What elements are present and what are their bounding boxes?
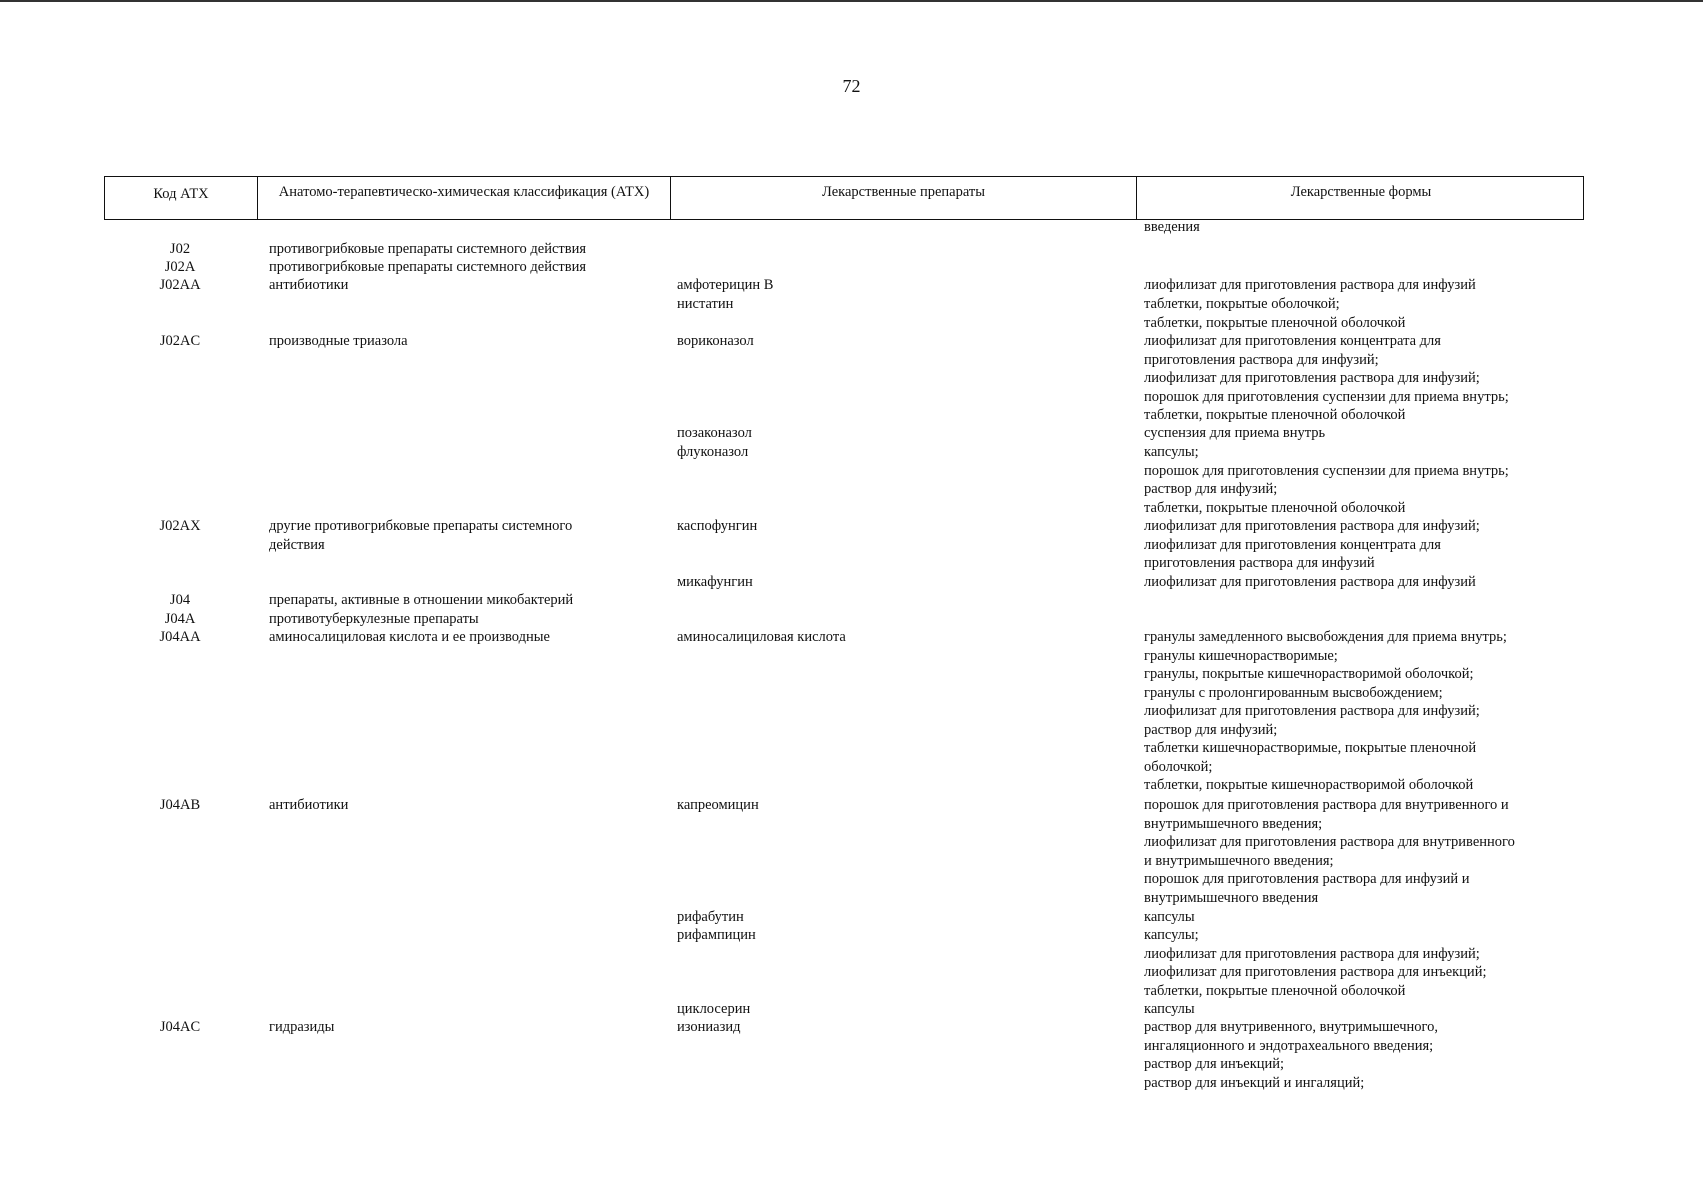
forms-cell-line: раствор для инфузий; [1144,481,1278,497]
drug-cell [677,1000,1117,1019]
forms-cell-line: ингаляционного и эндотрахеального введения; [1144,1037,1434,1054]
forms-cell-line: таблетки, покрытые оболочкой; [1144,296,1340,312]
forms-cell [1144,218,1584,237]
forms-cell-line: таблетки, покрытые пленочной оболочкой [1144,407,1406,423]
header-code: Код АТХ [153,186,209,202]
code-cell-line: J02 [169,241,191,257]
drug-cell [677,295,1117,314]
forms-cell [1144,332,1584,425]
drug-cell [677,332,1117,351]
drug-cell [677,276,1117,295]
forms-cell-line: таблетки, покрытые пленочной оболочкой [1144,499,1406,516]
code-cell-line: J02AA [159,277,201,293]
forms-cell-line: гранулы, покрытые кишечнорастворимой оболочкой; [1144,666,1474,682]
forms-cell [1144,796,1584,907]
forms-cell-line: порошок для приготовления суспензии для приема внутрь; [1144,388,1509,405]
code-cell [104,258,256,277]
code-cell [104,628,256,647]
classification-cell-line: действия [269,536,325,553]
code-cell-line: J04 [169,592,191,608]
classification-cell-line: препараты, активные в отношении микобактерий [269,592,574,608]
drug-cell [677,908,1117,927]
drug-cell-line: аминосалициловая кислота [677,629,846,645]
forms-cell [1144,1018,1584,1092]
classification-cell [269,517,649,554]
forms-cell-line: лиофилизат для приготовления концентрата для [1144,536,1441,553]
forms-cell [1144,424,1584,443]
classification-cell-line: противотуберкулезные препараты [269,611,479,627]
drug-cell-line: изониазид [677,1019,741,1035]
drug-cell-line: нистатин [677,296,734,312]
forms-cell-line: раствор для инъекций и ингаляций; [1144,1074,1365,1091]
classification-cell [269,258,649,277]
code-cell [104,332,256,351]
forms-cell-line: раствор для инъекций; [1144,1056,1285,1072]
forms-cell-line: лиофилизат для приготовления раствора для инфузий; [1144,945,1480,962]
forms-cell-line: капсулы; [1144,927,1199,943]
forms-cell [1144,908,1584,927]
drug-cell [677,1018,1117,1037]
forms-cell-line: оболочкой; [1144,758,1213,775]
forms-cell-line: внутримышечного введения [1144,889,1319,906]
forms-cell-line: порошок для приготовления суспензии для приема внутрь; [1144,462,1509,479]
classification-cell [269,332,649,351]
drug-cell-line: каспофунгин [677,518,758,534]
drug-cell-line: циклосерин [677,1001,751,1017]
forms-cell-line: лиофилизат для приготовления раствора для инфузий; [1144,518,1480,534]
classification-cell [269,628,649,647]
drug-cell-line: рифабутин [677,909,744,925]
drug-cell-line: амфотерицин В [677,277,774,293]
forms-cell [1144,573,1584,592]
forms-cell-line: лиофилизат для приготовления раствора для инфузий; [1144,370,1480,386]
classification-cell [269,276,649,295]
code-cell [104,517,256,536]
forms-cell [1144,443,1584,517]
code-cell-line: J02A [164,259,196,275]
classification-cell [269,796,649,815]
forms-cell-line: раствор для инфузий; [1144,721,1278,738]
drug-cell-line: позаконазол [677,425,752,441]
forms-cell-line: приготовления раствора для инфузий; [1144,351,1379,368]
code-cell-line: J04AB [159,797,201,813]
classification-cell-line: антибиотики [269,797,349,813]
forms-cell-line: лиофилизат для приготовления раствора для инъекций; [1144,964,1487,980]
code-cell-line: J04AA [159,629,201,645]
header-classification: Анатомо-терапевтическо-химическая классификация (АТХ) [257,177,670,219]
forms-cell-line: лиофилизат для приготовления раствора для инфузий [1144,277,1476,293]
forms-cell-line: гранулы с пролонгированным высвобождением; [1144,684,1443,701]
forms-cell-line: таблетки, покрытые пленочной оболочкой [1144,982,1406,999]
header-forms: Лекарственные формы [1136,177,1585,219]
forms-cell [1144,517,1584,573]
forms-cell [1144,295,1584,332]
forms-cell-line: капсулы [1144,1001,1195,1017]
code-cell-line: J04A [164,611,196,627]
forms-cell-line: порошок для приготовления раствора для инфузий и [1144,871,1470,887]
classification-cell [269,610,649,629]
classification-cell-line: гидразиды [269,1019,335,1035]
drug-cell [677,424,1117,443]
forms-cell-line: гранулы кишечнорастворимые; [1144,647,1338,664]
top-border-line [0,0,1703,2]
classification-cell-line: антибиотики [269,277,349,293]
forms-cell-line: приготовления раствора для инфузий [1144,555,1375,571]
drug-cell-line: рифампицин [677,927,756,943]
forms-cell-line: капсулы; [1144,444,1199,460]
classification-cell-line: другие противогрибковые препараты системного [269,518,573,534]
drug-cell [677,443,1117,462]
code-cell [104,240,256,259]
forms-cell [1144,1000,1584,1019]
classification-cell-line: противогрибковые препараты системного действия [269,241,587,257]
code-cell-line: J04AC [159,1019,201,1035]
code-cell [104,796,256,815]
classification-cell-line: противогрибковые препараты системного действия [269,259,587,275]
forms-cell-line: внутримышечного введения; [1144,815,1323,832]
forms-cell-line: лиофилизат для приготовления раствора для внутривенного [1144,834,1515,850]
page-number: 72 [842,76,861,96]
forms-cell-line: таблетки, покрытые пленочной оболочкой [1144,314,1406,331]
forms-cell [1144,276,1584,295]
forms-cell-line: лиофилизат для приготовления раствора для инфузий; [1144,703,1480,719]
forms-cell-line: капсулы [1144,909,1195,925]
forms-cell-line: лиофилизат для приготовления концентрата для [1144,333,1441,349]
classification-cell [269,1018,649,1037]
forms-cell-line: суспензия для приема внутрь [1144,425,1326,441]
forms-cell-line: введения [1144,219,1200,235]
table-header [104,176,1584,220]
forms-cell-line: таблетки кишечнорастворимые, покрытые пленочной [1144,740,1477,756]
drug-cell-line: капреомицин [677,797,759,813]
drug-cell-line: микафунгин [677,574,753,590]
classification-cell [269,240,649,259]
forms-cell-line: лиофилизат для приготовления раствора для инфузий [1144,574,1476,590]
drug-cell [677,517,1117,536]
forms-cell-line: таблетки, покрытые кишечнорастворимой оболочкой [1144,777,1474,793]
forms-cell [1144,926,1584,1000]
drug-cell [677,796,1117,815]
forms-cell [1144,628,1584,795]
forms-cell-line: гранулы замедленного высвобождения для приема внутрь; [1144,629,1507,645]
drug-cell [677,926,1117,945]
drug-cell [677,628,1117,647]
classification-cell-line: аминосалициловая кислота и ее производные [269,629,550,645]
code-cell [104,591,256,610]
drug-cell-line: вориконазол [677,333,754,349]
code-cell [104,1018,256,1037]
classification-cell [269,591,649,610]
code-cell-line: J02AX [159,518,201,534]
header-drugs: Лекарственные препараты [670,177,1136,219]
forms-cell-line: раствор для внутривенного, внутримышечного, [1144,1019,1438,1035]
drug-cell-line: флуконазол [677,444,749,460]
drug-cell [677,573,1117,592]
forms-cell-line: и внутримышечного введения; [1144,852,1334,869]
classification-cell-line: производные триазола [269,333,408,349]
code-cell [104,610,256,629]
forms-cell-line: порошок для приготовления раствора для внутривенного и [1144,797,1509,813]
code-cell-line: J02AC [159,333,201,349]
code-cell [104,276,256,295]
